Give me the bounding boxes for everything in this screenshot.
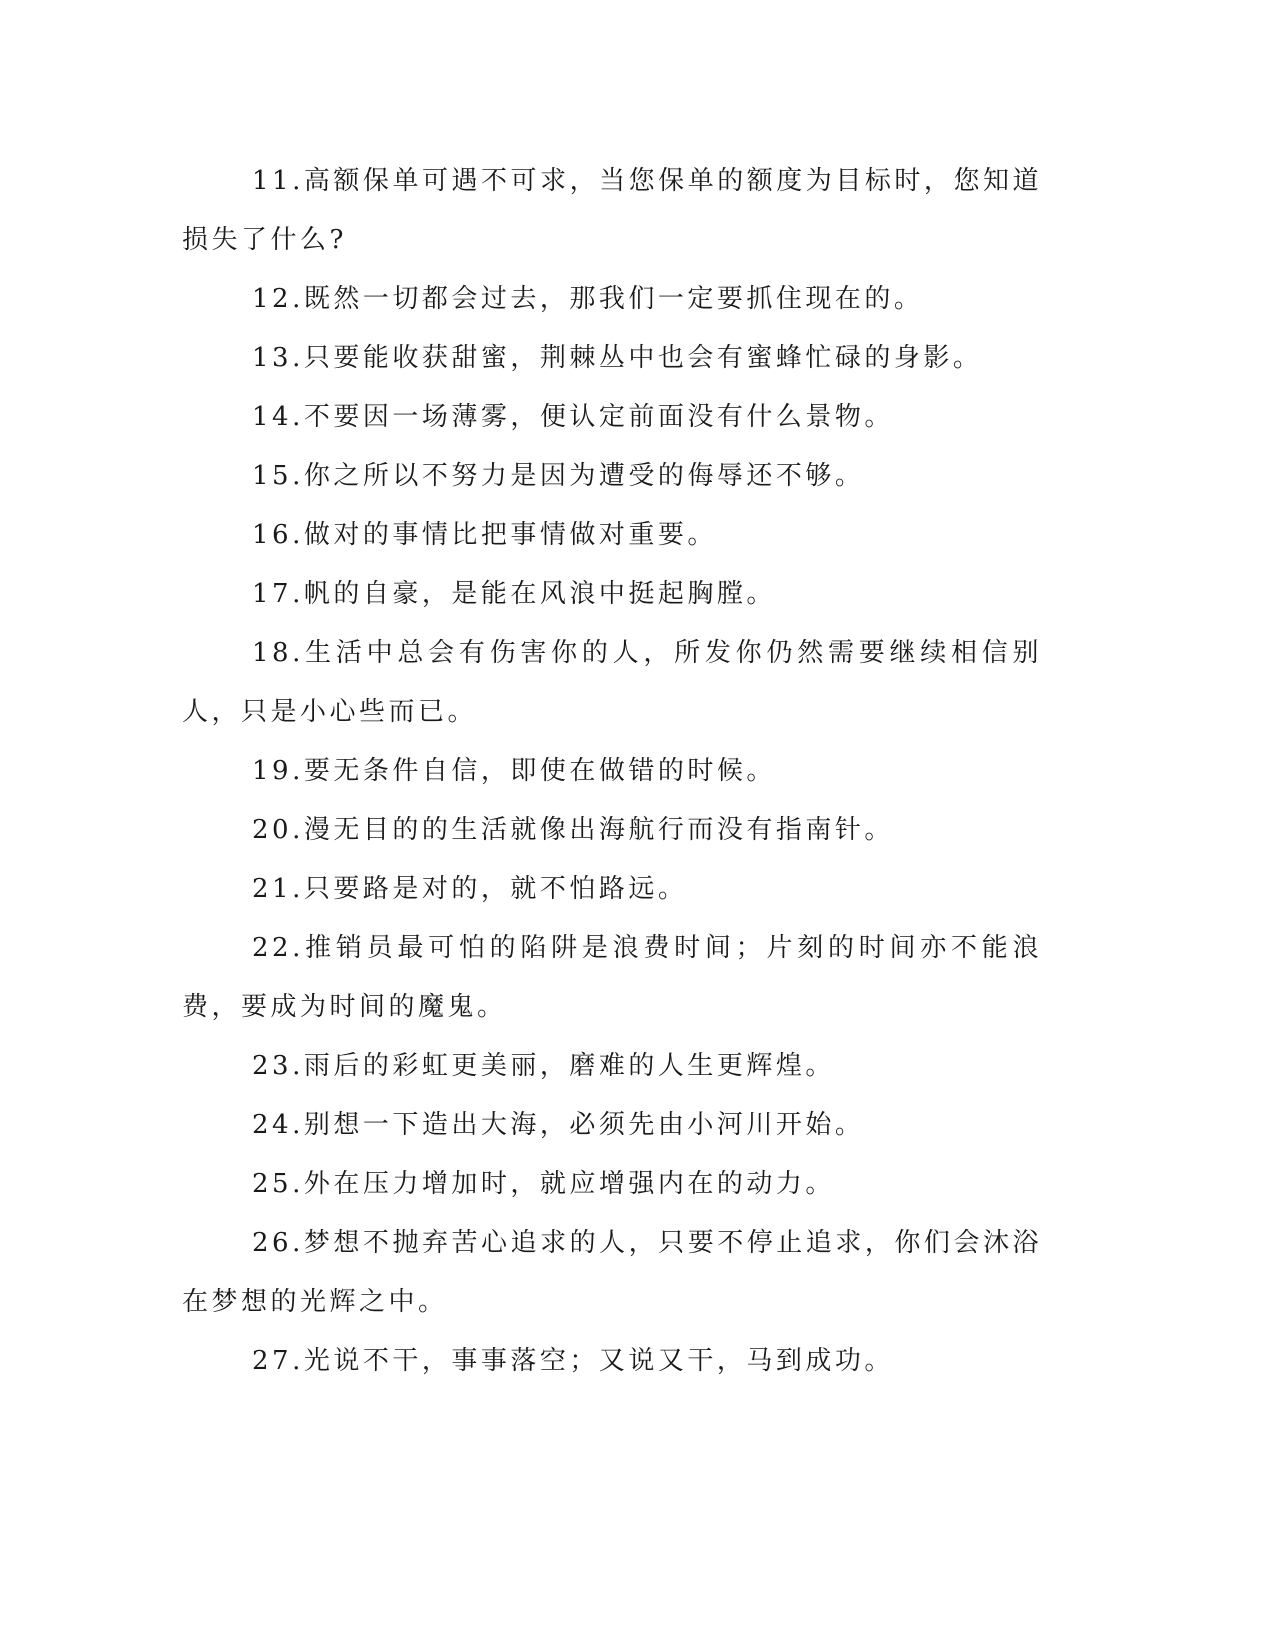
quote-paragraph-16: 16.做对的事情比把事情做对重要。 [252, 520, 717, 550]
quote-paragraph-23: 23.雨后的彩虹更美丽，磨难的人生更辉煌。 [252, 1051, 835, 1081]
quote-paragraph-19: 19.要无条件自信，即使在做错的时候。 [252, 756, 776, 786]
quote-paragraph-11: 11.高额保单可遇不可求，当您保单的额度为目标时，您知道损失了什么? [182, 166, 1042, 255]
quote-paragraph-24: 24.别想一下造出大海，必须先由小河川开始。 [252, 1110, 865, 1140]
quote-paragraph-17: 17.帆的自豪，是能在风浪中挺起胸膛。 [252, 579, 776, 609]
quote-paragraph-14: 14.不要因一场薄雾，便认定前面没有什么景物。 [252, 402, 894, 432]
quote-paragraph-18: 18.生活中总会有伤害你的人，所发你仍然需要继续相信别人，只是小心些而已。 [182, 638, 1042, 727]
quote-paragraph-25: 25.外在压力增加时，就应增强内在的动力。 [252, 1169, 835, 1199]
document-body [182, 152, 1042, 1391]
quote-paragraph-20: 20.漫无目的的生活就像出海航行而没有指南针。 [252, 815, 894, 845]
quote-paragraph-15: 15.你之所以不努力是因为遭受的侮辱还不够。 [252, 461, 865, 491]
quote-paragraph-26: 26.梦想不抛弃苦心追求的人，只要不停止追求，你们会沐浴在梦想的光辉之中。 [182, 1228, 1042, 1317]
quote-paragraph-27: 27.光说不干，事事落空；又说又干，马到成功。 [252, 1346, 894, 1376]
quote-paragraph-22: 22.推销员最可怕的陷阱是浪费时间；片刻的时间亦不能浪费，要成为时间的魔鬼。 [182, 933, 1042, 1022]
quote-paragraph-21: 21.只要路是对的，就不怕路远。 [252, 874, 688, 904]
quote-paragraph-13: 13.只要能收获甜蜜，荆棘丛中也会有蜜蜂忙碌的身影。 [252, 343, 983, 373]
quote-paragraph-12: 12.既然一切都会过去，那我们一定要抓住现在的。 [252, 284, 924, 314]
